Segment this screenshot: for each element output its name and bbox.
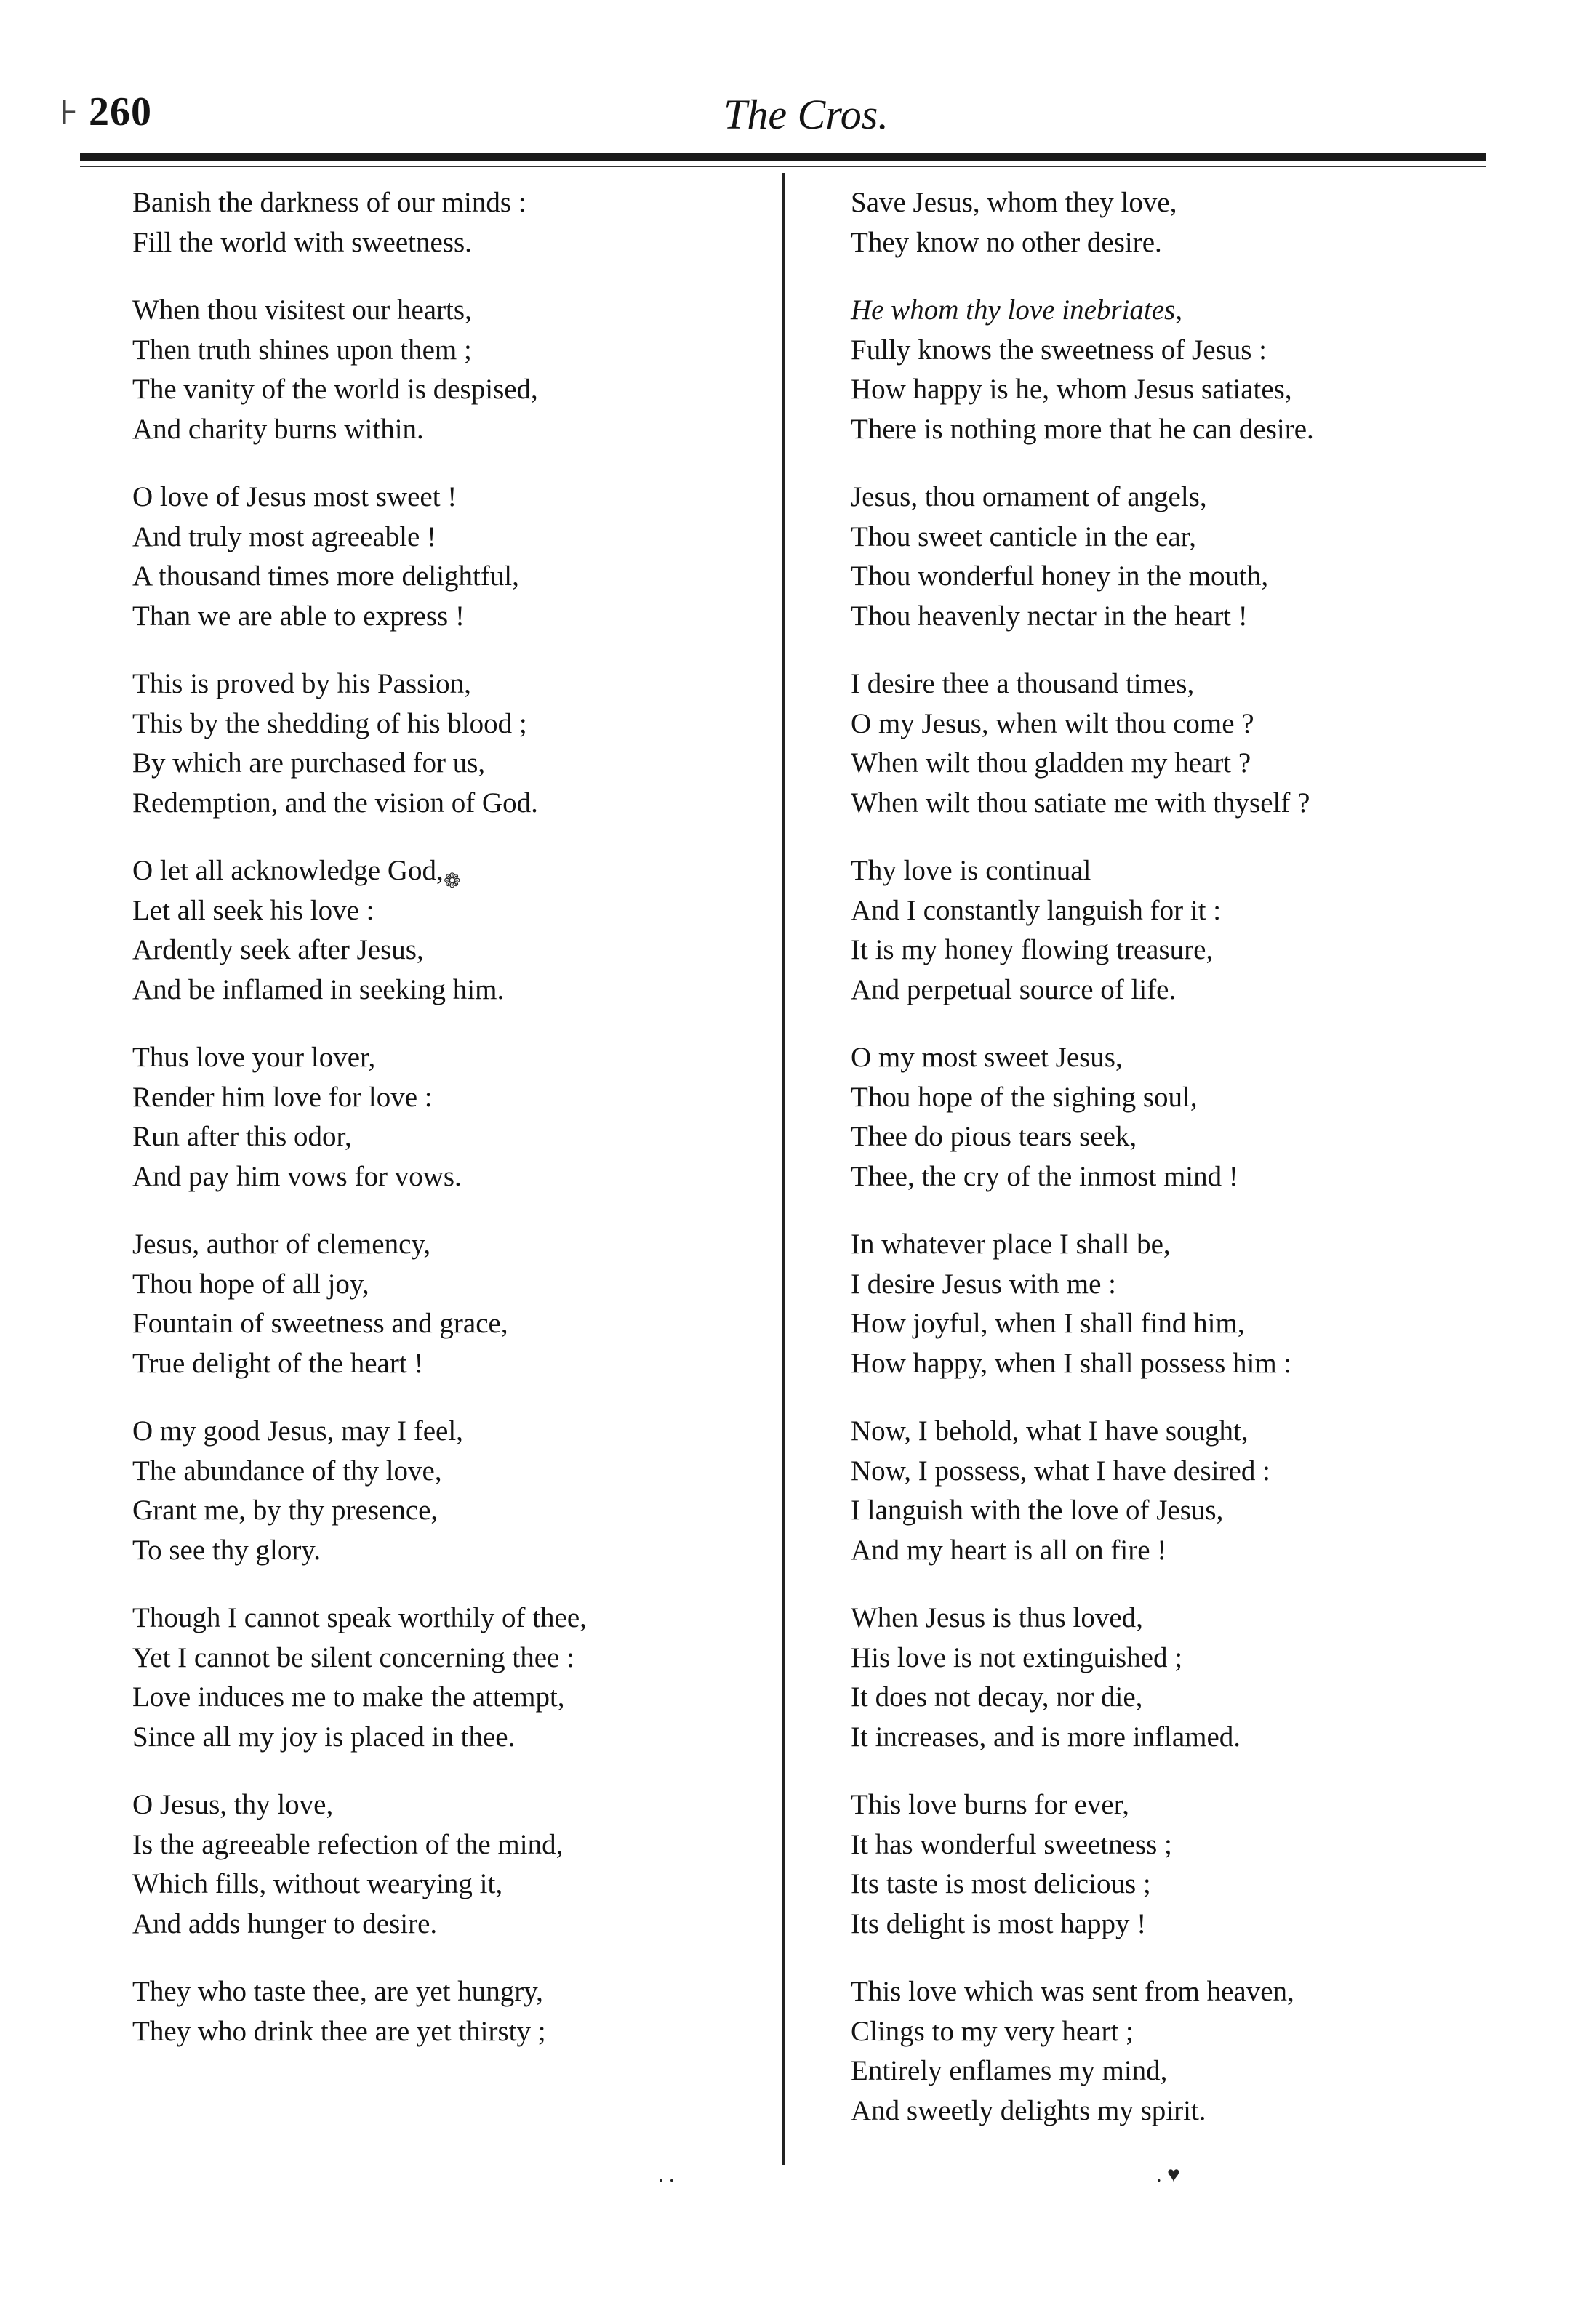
verse-line: Ardently seek after Jesus, [132,934,424,965]
page-header [0,0,1583,174]
verse-line: Save Jesus, whom they love, [851,187,1177,218]
verse-line: Fountain of sweetness and grace, [132,1308,508,1339]
verse-line: Run after this odor, [132,1121,352,1152]
stanza [132,664,758,823]
verse-line: Which fills, without wearying it, [132,1868,503,1899]
verse-line: The vanity of the world is despised, [132,374,538,405]
stanza [132,1972,758,2051]
verse-line: How joyful, when I shall find him, [851,1308,1245,1339]
stanza [851,664,1505,823]
header-rule-thick [80,153,1486,161]
verse-line: Thou sweet canticle in the ear, [851,520,1196,552]
verse-line: Since all my joy is placed in thee. [132,1721,516,1753]
verse-line: Let all seek his love : [132,894,374,926]
verse-line: Jesus, thou ornament of angels, [851,481,1207,512]
stanza [851,291,1505,449]
verse-line: This love which was sent from heaven, [851,1976,1294,2007]
verse-line: Its taste is most delicious ; [851,1868,1151,1899]
right-column [851,183,1505,2159]
verse-line: Then truth shines upon them ; [132,334,472,366]
verse-line: And perpetual source of life. [851,973,1177,1005]
page-number: 260 [89,89,152,134]
verse-line: It is my honey flowing treasure, [851,934,1214,965]
verse-line: Fully knows the sweetness of Jesus : [851,334,1267,366]
verse-line: A thousand times more delightful, [132,560,519,592]
verse-line: This love burns for ever, [851,1789,1129,1820]
verse-line: When thou visitest our hearts, [132,294,472,326]
verse-line: O let all acknowledge God, [132,855,444,886]
verse-line: And adds hunger to desire. [132,1907,438,1939]
stanza [851,1412,1505,1570]
verse-line: They who drink thee are yet thirsty ; [132,2015,546,2047]
verse-line: When Jesus is thus loved, [851,1602,1143,1633]
verse-line: Thus love your lover, [132,1042,376,1073]
verse-line: Now, I possess, what I have desired : [851,1455,1270,1487]
verse-line: His love is not extinguished ; [851,1641,1183,1673]
verse-line: O Jesus, thy love, [132,1789,334,1820]
verse-line: Entirely enflames my mind, [851,2055,1168,2086]
stanza [132,291,758,449]
verse-line: And I constantly languish for it : [851,894,1222,926]
verse-line: Thee do pious tears seek, [851,1121,1137,1152]
stanza [132,1785,758,1944]
verse-line: This by the shedding of his blood ; [132,707,527,739]
stanza [132,478,758,636]
verse-line: This is proved by his Passion, [132,668,471,699]
stanza [851,478,1505,636]
verse-line: There is nothing more that he can desire. [851,413,1314,445]
verse-line: Though I cannot speak worthily of thee, [132,1602,587,1633]
verse-line: And my heart is all on fire ! [851,1534,1167,1566]
ornament-mark: ❁ [444,870,461,893]
verse-line: Jesus, author of clemency, [132,1229,431,1260]
verse-line: How happy is he, whom Jesus satiates, [851,374,1292,405]
verse-line: Thee, the cry of the inmost mind ! [851,1160,1238,1192]
verse-line: True delight of the heart ! [132,1347,424,1379]
stanza [851,1599,1505,1757]
verse-line: Is the agreeable refection of the mind, [132,1828,564,1860]
verse-line: Clings to my very heart ; [851,2015,1134,2047]
verse-line: Love induces me to make the attempt, [132,1681,565,1713]
verse-line: By which are purchased for us, [132,747,486,779]
verse-line: Thou hope of all joy, [132,1268,369,1300]
left-column [132,183,758,2080]
verse-line: They who taste thee, are yet hungry, [132,1976,543,2007]
verse-line: Thou wonderful honey in the mouth, [851,560,1269,592]
verse-line: O my most sweet Jesus, [851,1042,1123,1073]
verse-line: O love of Jesus most sweet ! [132,481,457,512]
verse-line: Fill the world with sweetness. [132,226,472,258]
verse-line: It does not decay, nor die, [851,1681,1143,1713]
stanza [132,183,758,262]
verse-line: It increases, and is more inflamed. [851,1721,1241,1753]
verse-line: O my Jesus, when wilt thou come ? [851,707,1254,739]
verse-line: And truly most agreeable ! [132,520,437,552]
stanza [132,1599,758,1757]
verse-line: Grant me, by thy presence, [132,1495,438,1526]
stanza [851,183,1505,262]
verse-line: It has wonderful sweetness ; [851,1828,1172,1860]
verse-line: And charity burns within. [132,413,424,445]
stanza [851,1225,1505,1383]
verse-line: They know no other desire. [851,226,1162,258]
verse-line: Redemption, and the vision of God. [132,787,538,819]
verse-line: When wilt thou satiate me with thyself ? [851,787,1310,819]
stanza [851,851,1505,1010]
foot-mark-right: . ♥ [1156,2163,1180,2187]
verse-line: In whatever place I shall be, [851,1229,1171,1260]
stanza [132,1225,758,1383]
verse-line: I desire thee a thousand times, [851,668,1195,699]
running-title: The Cros. [724,91,889,138]
verse-line: Thy love is continual [851,855,1091,886]
verse-line: He whom thy love inebriates, [851,294,1182,326]
margin-mark: ⊦ [60,95,79,132]
verse-line: How happy, when I shall possess him : [851,1347,1292,1379]
stanza [851,1038,1505,1197]
verse-line: And pay him vows for vows. [132,1160,462,1192]
verse-line: When wilt thou gladden my heart ? [851,747,1251,779]
verse-line: Thou hope of the sighing soul, [851,1081,1198,1113]
verse-line: And sweetly delights my spirit. [851,2094,1206,2126]
verse-line: O my good Jesus, may I feel, [132,1415,463,1447]
verse-line: Banish the darkness of our minds : [132,187,526,218]
verse-line: To see thy glory. [132,1534,321,1566]
verse-line: Its delight is most happy ! [851,1907,1147,1939]
stanza [132,1038,758,1197]
verse-line: Than we are able to express ! [132,600,465,632]
foot-mark-left: . . [658,2163,675,2187]
stanza [132,1412,758,1570]
verse-line: Render him love for love : [132,1081,433,1113]
verse-line: The abundance of thy love, [132,1455,442,1487]
stanza [851,1785,1505,1944]
verse-line: And be inflamed in seeking him. [132,973,505,1005]
column-divider [782,173,785,2165]
verse-line: Yet I cannot be silent concerning thee : [132,1641,574,1673]
verse-line: Thou heavenly nectar in the heart ! [851,600,1248,632]
verse-line: I languish with the love of Jesus, [851,1495,1224,1526]
verse-line: I desire Jesus with me : [851,1268,1117,1300]
verse-line: Now, I behold, what I have sought, [851,1415,1249,1447]
header-rule-thin [80,166,1486,167]
stanza [851,1972,1505,2131]
